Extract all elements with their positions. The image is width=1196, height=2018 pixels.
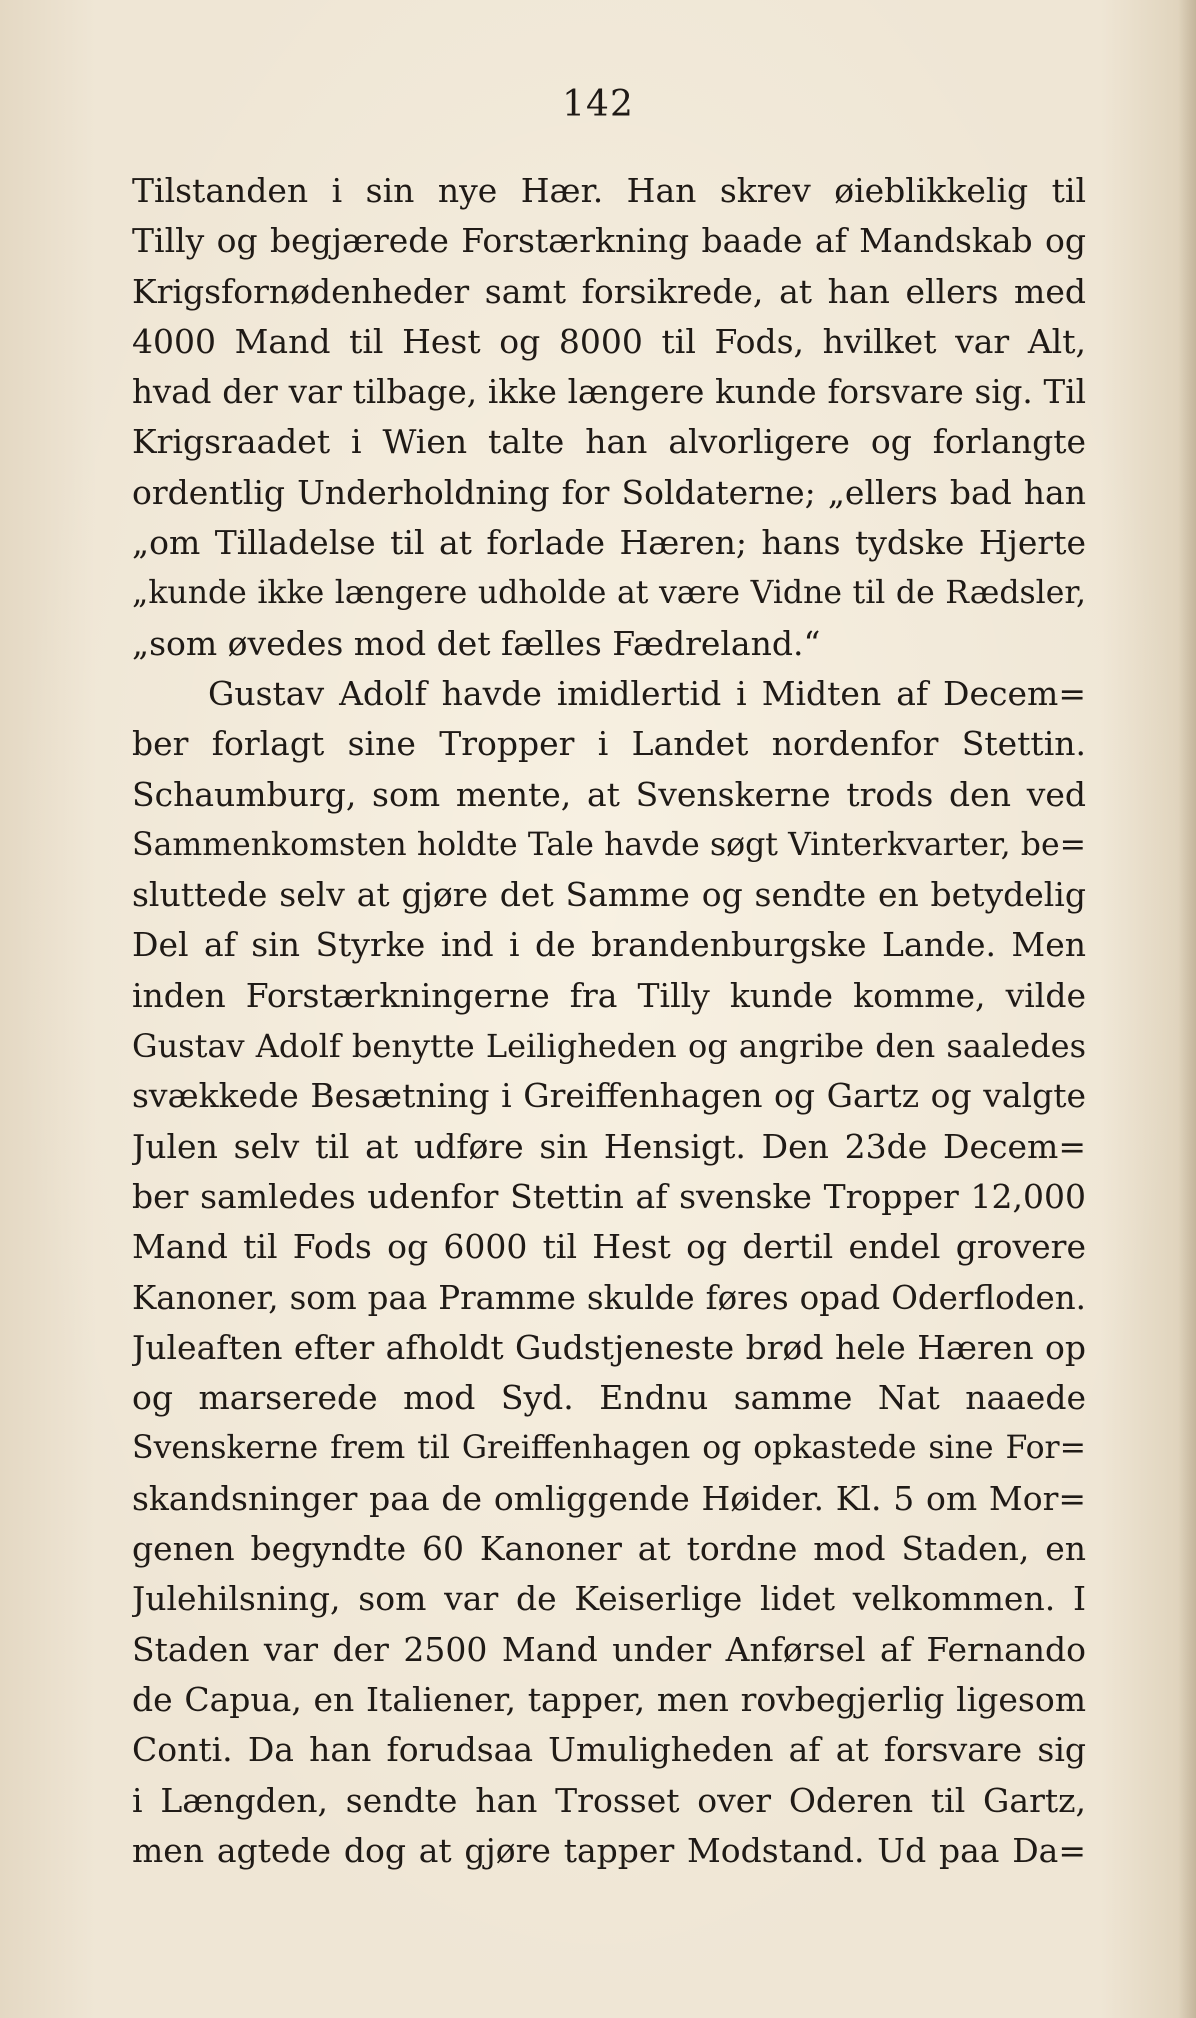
text-line: Staden var der 2500 Mand under Anførsel af Fernando	[132, 1629, 1086, 1669]
text-line: Conti. Da han forudsaa Umuligheden af at forsvare sig	[132, 1730, 1086, 1770]
paragraph-start-line: Gustav Adolf havde imidlertid i Midten af Decem=	[208, 673, 1086, 713]
text-line: „kunde ikke længere udholde at være Vidne til de Rædsler,	[132, 575, 1086, 612]
text-line: Tilly og begjærede Forstærkning baade af Mandskab og	[132, 221, 1086, 261]
text-line: Juleaften efter afholdt Gudstjeneste brød hele Hæren op	[132, 1327, 1086, 1367]
text-line: inden Forstærkningerne fra Tilly kunde komme, vilde	[132, 975, 1086, 1015]
text-line: skandsninger paa de omliggende Høider. Kl. 5 om Mor=	[132, 1478, 1086, 1518]
text-line: og marserede mod Syd. Endnu samme Nat naaede	[132, 1378, 1086, 1418]
text-line: Del af sin Styrke ind i de brandenburgske Lande. Men	[132, 925, 1086, 965]
text-line: men agtede dog at gjøre tapper Modstand. Ud paa Da=	[132, 1830, 1086, 1870]
text-line: Julehilsning, som var de Keiserlige lidet velkommen. I	[132, 1579, 1086, 1619]
text-line: svækkede Besætning i Greiffenhagen og Gartz og valgte	[132, 1076, 1086, 1116]
text-line: Schaumburg, som mente, at Svenskerne trods den ved	[132, 774, 1086, 814]
text-line: Kanoner, som paa Pramme skulde føres opad Oderfloden.	[132, 1278, 1086, 1317]
text-line: ber samledes udenfor Stettin af svenske Tropper 12,000	[132, 1176, 1086, 1216]
text-line: Gustav Adolf benytte Leiligheden og angribe den saaledes	[132, 1027, 1086, 1066]
text-line: sluttede selv at gjøre det Samme og sendte en betydelig	[132, 875, 1086, 915]
page-number: 142	[562, 84, 634, 125]
text-line: „som øvedes mod det fælles Fædreland.“	[132, 623, 821, 663]
text-line: de Capua, en Italiener, tapper, men rovbegjerlig ligesom	[132, 1679, 1086, 1719]
text-line: ordentlig Underholdning for Soldaterne; „ellers bad han	[132, 472, 1086, 512]
text-line: Krigsraadet i Wien talte han alvorligere og forlangte	[132, 422, 1086, 462]
text-line: „om Tilladelse til at forlade Hæren; hans tydske Hjerte	[132, 523, 1086, 563]
text-line: Mand til Fods og 6000 til Hest og dertil endel grovere	[132, 1227, 1086, 1267]
text-line: Julen selv til at udføre sin Hensigt. Den 23de Decem=	[132, 1126, 1086, 1166]
text-line: Krigsfornødenheder samt forsikrede, at han ellers med	[132, 271, 1086, 311]
text-line: i Længden, sendte han Trosset over Oderen til Gartz,	[132, 1780, 1086, 1820]
page-edge-shadow	[1178, 0, 1196, 2018]
text-line: Sammenkomsten holdte Tale havde søgt Vinterkvarter, be=	[132, 826, 1086, 863]
text-line: genen begyndte 60 Kanoner at tordne mod Staden, en	[132, 1529, 1086, 1569]
text-line: Tilstanden i sin nye Hær. Han skrev øieblikkelig til	[132, 171, 1086, 210]
text-line: hvad der var tilbage, ikke længere kunde forsvare sig. Til	[132, 373, 1086, 412]
text-line: Svenskerne frem til Greiffenhagen og opkastede sine For=	[132, 1430, 1086, 1467]
body-text	[132, 166, 1086, 1876]
text-line: 4000 Mand til Hest og 8000 til Fods, hvilket var Alt,	[132, 321, 1086, 361]
text-line: ber forlagt sine Tropper i Landet nordenfor Stettin.	[132, 724, 1086, 764]
